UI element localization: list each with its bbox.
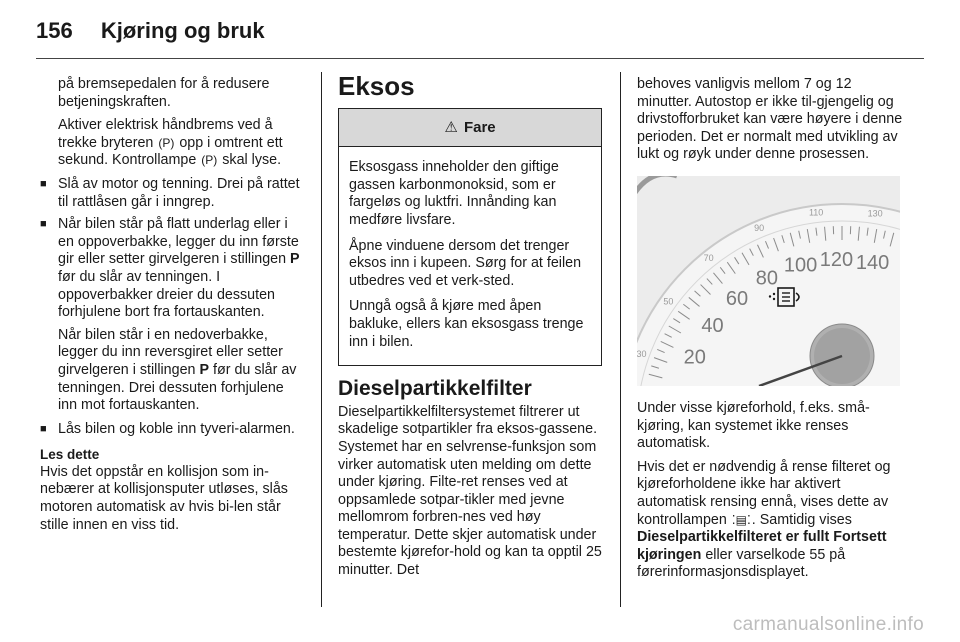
gauge-number: 140 bbox=[855, 251, 890, 274]
header-rule bbox=[36, 58, 924, 59]
gauge-small-number: 130 bbox=[867, 208, 883, 219]
gauge-small-number: 110 bbox=[808, 207, 824, 218]
paragraph: Dieselpartikkelfiltersystemet filtrerer ut skadelige sotpartikler fra eksos-gassene. Systemet har en selvrense-funksjon som virker automatisk uten melding om dette under kjøring. Filte-ret renses ved at oppsamlede sotpar-tikler med jevne mellomrom forbren-nes ved høy temperatur. Dette skjer automatisk under bestemte kjørefor-hold og kan ta opptil 25 minutter. Det bbox=[338, 403, 602, 579]
subsection-title: Dieselpartikkelfilter bbox=[338, 377, 532, 401]
gauge-number: 60 bbox=[725, 288, 749, 311]
note-title: Les dette bbox=[40, 447, 100, 463]
speedometer-illustration bbox=[637, 176, 900, 386]
display-message: Dieselpartikkelfilteret er fullt Fortsett kjøringen bbox=[637, 529, 887, 563]
parking-brake-icon: (P) bbox=[158, 135, 175, 150]
gauge-small-number: 50 bbox=[663, 296, 674, 307]
paragraph: Under visse kjøreforhold, f.eks. små-kjøring, kan systemet ikke renses automatisk. bbox=[637, 399, 870, 452]
text: Når bilen står i en nedoverbakke, legger du inn reversgiret eller setter girvelgeren i stillingen bbox=[58, 326, 283, 378]
parking-brake-icon: (P) bbox=[201, 153, 218, 168]
danger-body bbox=[339, 147, 601, 365]
text: Aktiver elektrisk håndbrems ved å trekke bryteren bbox=[58, 117, 273, 151]
danger-box bbox=[338, 108, 602, 367]
column-divider-2 bbox=[620, 72, 621, 607]
text: . Samtidig vises bbox=[751, 511, 852, 528]
column-2 bbox=[338, 72, 602, 586]
note-text: Hvis det oppstår en kollisjon som in-nebærer at kollisjonsputer utløses, slås motoren automatisk av hvis bi-len står stille innen en viss tid. bbox=[40, 463, 288, 533]
list-item bbox=[40, 216, 302, 322]
page-number: 156 bbox=[36, 18, 73, 43]
page-header bbox=[36, 18, 265, 44]
text: eller varselkode 55 på førerinformasjonsdisplayet. bbox=[637, 546, 846, 581]
watermark: carmanualsonline.info bbox=[732, 614, 924, 635]
column-3 bbox=[637, 76, 904, 588]
danger-label: Fare bbox=[463, 118, 496, 136]
gauge-number: 100 bbox=[783, 254, 818, 277]
paragraph bbox=[58, 117, 302, 170]
text: Hvis det er nødvendig å rense filteret og kjøreforholdene ikke har aktivert automatisk rensing ennå, vises dette av kontrollampen bbox=[637, 458, 891, 528]
column-1 bbox=[40, 76, 302, 540]
paragraph: Eksosgass inneholder den giftige gassen karbonmonoksid, som er fargeløs og luktfri. Innånding kan medføre livsfare. bbox=[349, 159, 559, 228]
text: før du slår av tenningen. Drei dessuten forhjulene inn mot fortauskanten. bbox=[58, 361, 297, 414]
text: opp i omtrent ett sekund. Kontrollampe bbox=[58, 134, 283, 169]
paragraph: behoves vanligvis mellom 7 og 12 minutter. Autostop er ikke til-gjengelig og drivstofforbruket kan være høyere i denne perioden. Det er normalt med utvikling av lukt og røyk under denne prosessen. bbox=[637, 76, 903, 163]
list-item: ■ Slå av motor og tenning. Drei på rattet til rattlåsen går i inngrep. bbox=[40, 176, 302, 211]
gauge-small-number: 90 bbox=[754, 222, 765, 233]
text: Når bilen står på flatt underlag eller i en oppoverbakke, legger du inn første gir eller setter girvelgeren i stillingen bbox=[58, 216, 299, 268]
list-item: ■ Lås bilen og koble inn tyveri-alarmen. bbox=[40, 421, 302, 439]
paragraph bbox=[58, 327, 302, 415]
gauge-small-number: 70 bbox=[703, 253, 714, 264]
gauge-small-number: 30 bbox=[637, 348, 647, 359]
danger-header bbox=[339, 109, 601, 148]
dpf-warning-icon: ⁚▤⁚ bbox=[731, 512, 751, 527]
paragraph: Unngå også å kjøre med åpen bakluke, ellers kan eksosgass trenge inn i bilen. bbox=[349, 298, 584, 350]
speedometer-figure bbox=[637, 176, 900, 386]
gear-position: P bbox=[290, 251, 300, 268]
gauge-number: 40 bbox=[701, 314, 724, 337]
paragraph bbox=[637, 459, 904, 582]
gauge-number: 120 bbox=[819, 249, 854, 272]
column-divider-1 bbox=[321, 72, 322, 607]
text: før du slår av tenningen. I oppoverbakker dreier du dessuten forhjulene bort fra fortauskanten. bbox=[58, 268, 275, 321]
gauge-number: 80 bbox=[755, 267, 779, 290]
text: skal lyse. bbox=[222, 152, 282, 169]
chapter-title: Kjøring og bruk bbox=[100, 18, 265, 43]
gear-position: P bbox=[199, 361, 210, 378]
warning-triangle-icon: ⚠ bbox=[444, 118, 458, 136]
paragraph: på bremsepedalen for å redusere betjeningskraften. bbox=[58, 76, 270, 110]
gauge-number: 20 bbox=[683, 346, 706, 369]
paragraph: Åpne vinduene dersom det trenger eksos inn i kupeen. Sørg for at feilen utbedres ved et verk-sted. bbox=[349, 237, 582, 289]
section-title: Eksos bbox=[338, 71, 415, 101]
